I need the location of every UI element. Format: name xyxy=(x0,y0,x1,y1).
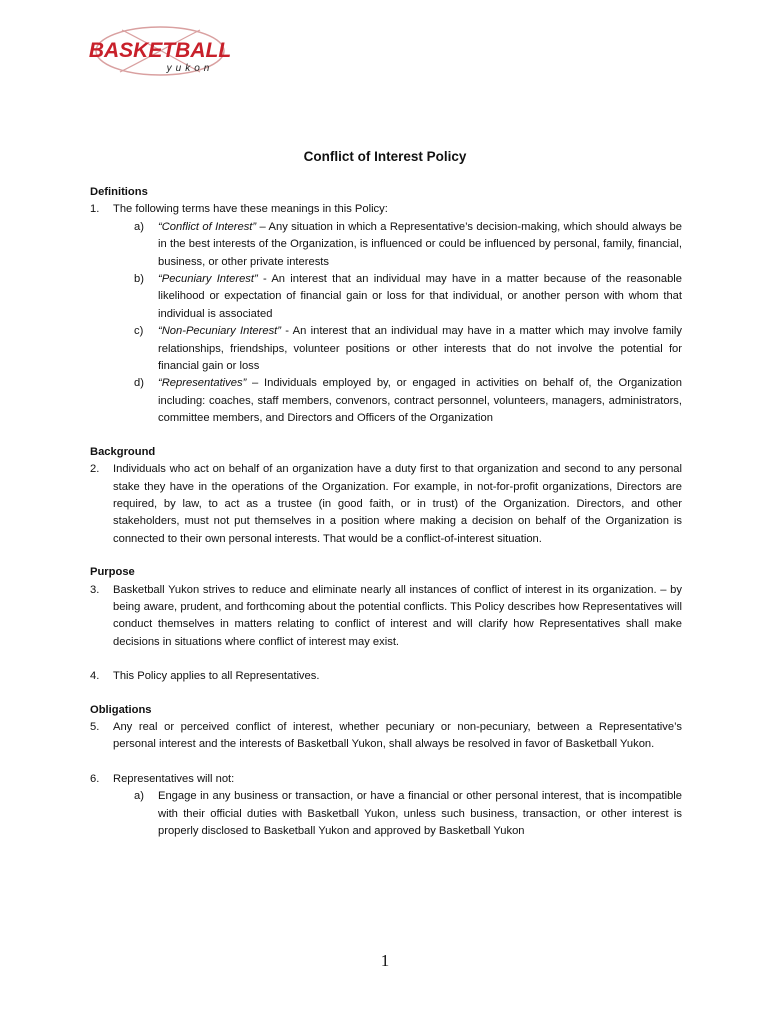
term: “Conflict of Interest” xyxy=(158,220,257,233)
list-item: 2. Individuals who act on behalf of an organization have a duty first to that organization and second to any personal stake they have in the operations of the Organization. For example, in not-for-profit organizations, Directors are required, by law, to act as a trustee (in good faith, or in trust) of the Organization. Directors, and other stakeholders, must not put themselves in a position where making a decision on behalf of the Organization is connected to their own personal interests. That would be a conflict-of-interest situation. xyxy=(90,463,682,545)
list-item: 5. Any real or perceived conflict of interest, whether pecuniary or non-pecuniary, between a Representative’s personal interest and the interests of Basketball Yukon, shall always be resolved in favor of Basketball Yukon. xyxy=(90,720,682,751)
sub-item-b: b) “Pecuniary Interest” - An interest that an individual may have in a matter because of the reasonable likelihood or expectation of financial gain or loss for that individual, or another person with whom that individual is associated xyxy=(134,273,683,320)
page-title: Conflict of Interest Policy xyxy=(303,149,467,164)
document-body xyxy=(90,184,682,840)
basketball-yukon-logo xyxy=(60,26,260,76)
list-item: 1. The following terms have these meanings in this Policy: xyxy=(90,203,388,216)
logo-sub: yukon xyxy=(166,63,214,74)
sub-item-a: a) “Conflict of Interest” – Any situation in which a Representative’s decision-making, which should always be in the best interests of the Organization, is influenced or could be influenced by personal, family, financial, business, or other private interests xyxy=(134,220,682,268)
sub-item-a: a) Engage in any business or transaction, or have a financial or other personal interest, that is incompatible with their official duties with Basketball Yukon, unless such business, transaction, or other interest is properly disclosed to Basketball Yukon and approved by Basketball Yukon xyxy=(134,790,682,837)
obligations-heading: Obligations xyxy=(90,703,152,716)
sub-item-c: c) “Non-Pecuniary Interest” - An interest that an individual may have in a matter which may involve family relationships, friendships, volunteer positions or other interests that do not involve the potential for financial gain or loss xyxy=(134,325,682,373)
logo-word: BASKETBALL xyxy=(88,39,232,62)
sub-item-d: d) “Representatives” – Individuals employed by, or engaged in activities on behalf of, the Organization including: coaches, staff members, convenors, contract personnel, volunteers, managers, administrators, committee members, and Directors and Officers of the Organization xyxy=(134,377,682,425)
purpose-heading: Purpose xyxy=(90,566,135,579)
term: “Representatives” xyxy=(158,377,247,390)
definitions-heading: Definitions xyxy=(90,186,148,198)
list-item: 4. This Policy applies to all Representatives. xyxy=(90,670,320,683)
term: “Non-Pecuniary Interest” xyxy=(158,325,282,338)
term: “Pecuniary Interest” xyxy=(158,273,258,286)
list-item: 3. Basketball Yukon strives to reduce and eliminate nearly all instances of conflict of interest in its organization. – by being aware, prudent, and forthcoming about the potential conflicts. This Policy describes how Representatives will conduct themselves in matters relating to conflict of interest and will clarify how Representatives shall make decisions in situations where conflict of interest may exist. xyxy=(90,583,682,648)
logo-graphic xyxy=(60,26,260,76)
list-item: 6. Representatives will not: xyxy=(90,772,235,785)
background-heading: Background xyxy=(90,445,156,458)
page-number: 1 xyxy=(380,951,390,970)
